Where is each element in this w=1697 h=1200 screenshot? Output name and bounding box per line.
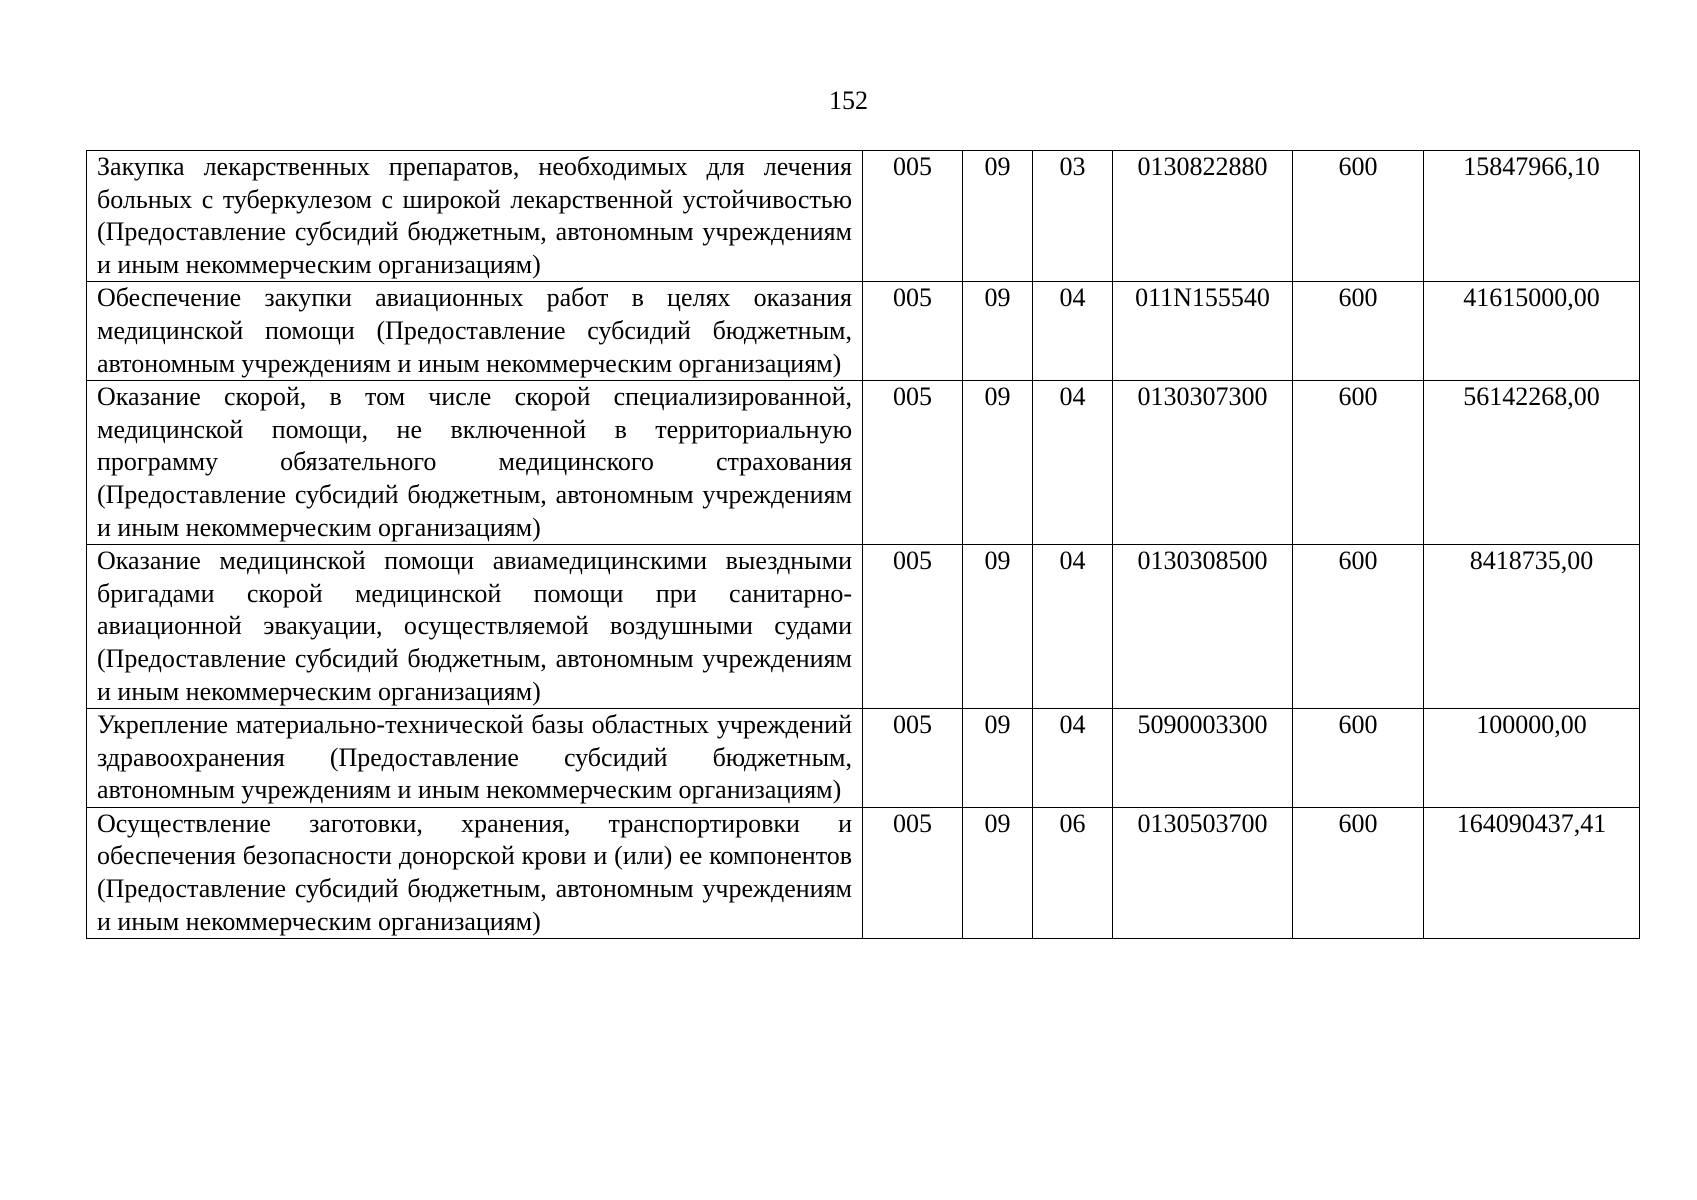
amount: 164090437,41	[1424, 807, 1640, 938]
section-code: 09	[963, 807, 1033, 938]
expense-type-code: 600	[1293, 709, 1424, 808]
table-row	[87, 282, 1640, 381]
budget-table-body	[87, 151, 1640, 939]
amount: 56142268,00	[1424, 381, 1640, 545]
table-row	[87, 545, 1640, 709]
grbs-code: 005	[863, 807, 963, 938]
expense-type-code: 600	[1293, 151, 1424, 282]
section-code: 09	[963, 545, 1033, 709]
grbs-code: 005	[863, 709, 963, 808]
amount: 8418735,00	[1424, 545, 1640, 709]
section-code: 09	[963, 151, 1033, 282]
row-description: Обеспечение закупки авиационных работ в целях оказания медицинской помощи (Предоставление субсидий бюджетным, автономным учреждениям и иным некоммерческим организациям)	[87, 282, 863, 381]
section-code: 09	[963, 381, 1033, 545]
grbs-code: 005	[863, 381, 963, 545]
subsection-code: 04	[1033, 282, 1113, 381]
grbs-code: 005	[863, 151, 963, 282]
table-row	[87, 381, 1640, 545]
target-article-code: 0130822880	[1113, 151, 1293, 282]
target-article-code: 0130307300	[1113, 381, 1293, 545]
target-article-code: 5090003300	[1113, 709, 1293, 808]
subsection-code: 04	[1033, 545, 1113, 709]
subsection-code: 04	[1033, 381, 1113, 545]
target-article-code: 0130308500	[1113, 545, 1293, 709]
subsection-code: 04	[1033, 709, 1113, 808]
expense-type-code: 600	[1293, 282, 1424, 381]
expense-type-code: 600	[1293, 807, 1424, 938]
target-article-code: 011N155540	[1113, 282, 1293, 381]
section-code: 09	[963, 709, 1033, 808]
grbs-code: 005	[863, 282, 963, 381]
amount: 100000,00	[1424, 709, 1640, 808]
table-row	[87, 807, 1640, 938]
budget-table	[86, 150, 1640, 939]
amount: 15847966,10	[1424, 151, 1640, 282]
section-code: 09	[963, 282, 1033, 381]
grbs-code: 005	[863, 545, 963, 709]
row-description: Закупка лекарственных препаратов, необходимых для лечения больных с туберкулезом с широкой лекарственной устойчивостью (Предоставление субсидий бюджетным, автономным учреждениям и иным некоммерческим организациям)	[87, 151, 863, 282]
row-description: Осуществление заготовки, хранения, транспортировки и обеспечения безопасности донорской крови и (или) ее компонентов (Предоставление субсидий бюджетным, автономным учреждениям и иным некоммерческим организациям)	[87, 807, 863, 938]
row-description: Оказание медицинской помощи авиамедицинскими выездными бригадами скорой медицинской помощи при санитарно-авиационной эвакуации, осуществляемой воздушными судами (Предоставление субсидий бюджетным, автономным учреждениям и иным некоммерческим организациям)	[87, 545, 863, 709]
subsection-code: 06	[1033, 807, 1113, 938]
target-article-code: 0130503700	[1113, 807, 1293, 938]
amount: 41615000,00	[1424, 282, 1640, 381]
expense-type-code: 600	[1293, 381, 1424, 545]
page-number: 152	[829, 86, 868, 115]
expense-type-code: 600	[1293, 545, 1424, 709]
table-row	[87, 151, 1640, 282]
table-row	[87, 709, 1640, 808]
subsection-code: 03	[1033, 151, 1113, 282]
row-description: Укрепление материально-технической базы областных учреждений здравоохранения (Предоставление субсидий бюджетным, автономным учреждениям и иным некоммерческим организациям)	[87, 709, 863, 808]
row-description: Оказание скорой, в том числе скорой специализированной, медицинской помощи, не включенной в территориальную программу обязательного медицинского страхования (Предоставление субсидий бюджетным, автономным учреждениям и иным некоммерческим организациям)	[87, 381, 863, 545]
